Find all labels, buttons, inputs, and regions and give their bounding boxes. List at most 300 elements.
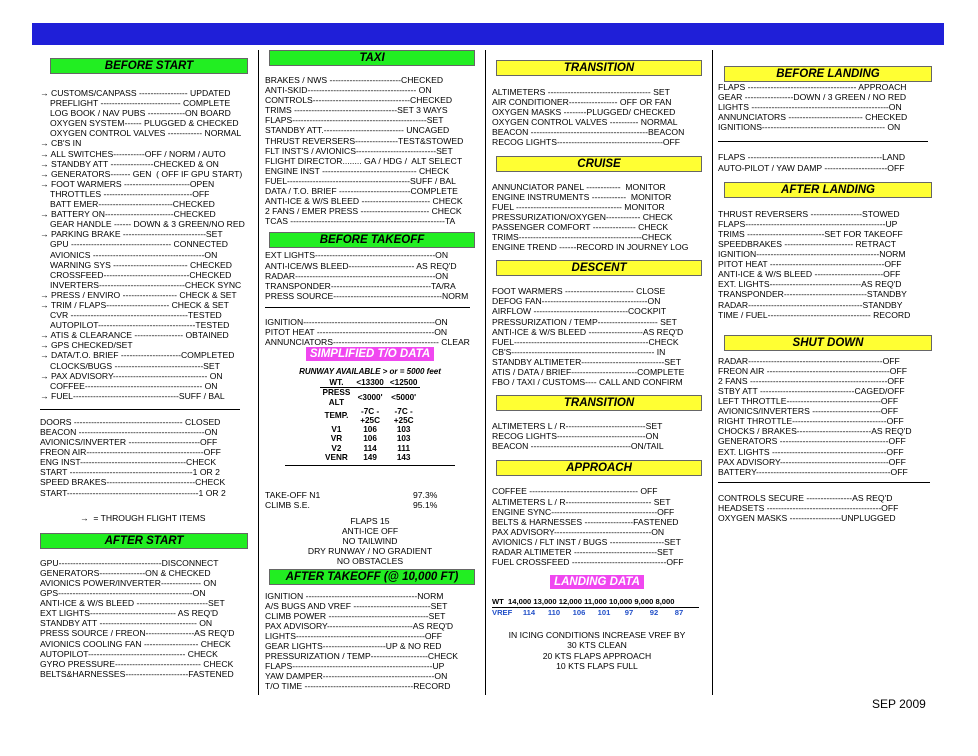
vref-value: 114 <box>522 608 536 618</box>
checklist-item: OXYGEN MASKS --------PLUGGED/ CHECKED <box>492 107 676 118</box>
checklist-item <box>40 118 248 128</box>
checklist-item <box>40 320 248 330</box>
checklist-item <box>40 330 248 340</box>
checklist-item: RADAR ALTIMETER -----------------------------SET <box>492 547 674 557</box>
checklist-item-text: TRIM / FLAPS---------------------- CHECK & SET <box>50 299 229 310</box>
after-takeoff-list <box>265 591 475 692</box>
checklist-item <box>40 361 248 371</box>
arrow-icon: → <box>40 229 51 240</box>
checklist-item: AVIONICS COOLING FAN ------------------- CHECK <box>40 638 231 649</box>
checklist-item <box>40 219 248 229</box>
checklist-item: IGNITIONS------------------------------------------- ON <box>718 122 901 133</box>
checklist-item: FLT INST'S / AVIONICS----------------------------SET <box>265 145 453 156</box>
checklist-item: RIGHT THROTTLE---------------------------------OFF <box>718 416 904 427</box>
checklist-item: GENERATORS --------------------------------------OFF <box>718 436 906 447</box>
checklist-item: PAX ADVISORY----------------------------------ON <box>492 526 665 537</box>
checklist-item: ANTI-ICE/WS BLEED----------------------- AS REQ'D <box>265 260 457 271</box>
checklist-item: FLIGHT DIRECTOR........ GA / HDG / ALT SELECT <box>265 155 463 166</box>
arrow-icon: → <box>40 299 51 310</box>
checklist-item: ANTI-ICE & W/S BLEED ------------------------ CHECK <box>265 196 463 207</box>
checklist-item: CONTROLS----------------------------------CHECKED <box>265 95 453 106</box>
checklist-item: ENGINE SYNC-------------------------------------OFF <box>492 506 675 517</box>
checklist-item: HEADSETS ----------------------------------------OFF <box>718 502 899 513</box>
checklist-item: DEFOG FAN-------------------------------------ON <box>492 296 661 307</box>
table-cell: 143 <box>396 452 411 462</box>
checklist-item: PRESSURIZATION / TEMP--------------------- SET <box>492 316 677 327</box>
approach-list <box>492 486 702 567</box>
table-header-cell: <12500 <box>387 378 421 388</box>
checklist-item: CLIMB POWER -----------------------------------SET <box>265 610 446 621</box>
checklist-item: T/O TIME --------------------------------------RECORD <box>265 681 451 692</box>
column-1 <box>40 58 248 679</box>
checklist-item: TRANSPONDER-----------------------------------TA/RA <box>265 280 456 291</box>
checklist-item: ENGINE INSTRUMENTS ------------ MONITOR <box>492 191 672 202</box>
before-landing-header: BEFORE LANDING <box>724 66 932 82</box>
checklist-item: TIME / FUEL------------------------------------ RECORD <box>718 309 911 320</box>
checklist-item: THRUST REVERSERS ------------------STOWED <box>718 208 900 219</box>
checklist-item <box>40 159 248 169</box>
arrow-icon: → <box>40 370 51 381</box>
section-divider <box>265 307 470 308</box>
checklist-item: BEACON -----------------------------------------BEACON <box>492 127 685 138</box>
checklist-item-text: OXYGEN SYSTEM------ PLUGGED & CHECKED <box>50 118 239 129</box>
checklist-item: THRUST REVERSERS---------------TEST&STOWED <box>265 135 464 146</box>
table-cell: 149 <box>363 452 377 462</box>
checklist-item: BELTS & HARNESSES -----------------FASTENED <box>492 516 679 527</box>
checklist-item: FREON AIR -------------------------------------------OFF <box>718 365 907 376</box>
section-divider <box>40 409 240 410</box>
checklist-item: ANNUNCIATOR PANEL ------------ MONITOR <box>492 181 666 192</box>
table-cell: 114 <box>363 443 377 453</box>
arrow-icon: → <box>40 138 51 149</box>
arrow-icon: → <box>40 289 51 300</box>
checklist-item: EXT. LIGHTS--------------------------------AS REQ'D <box>718 279 902 290</box>
shut-down-list <box>718 356 932 477</box>
checklist-item: START -------------------------------------------1 OR 2 <box>40 467 220 478</box>
checklist-item <box>40 250 248 260</box>
taxi-header: TAXI <box>269 50 475 66</box>
checklist-item: LIGHTS ------------------------------------------------ON <box>718 102 902 113</box>
condition-line: FLAPS 15 <box>350 516 390 527</box>
simplified-to-header: SIMPLIFIED T/O DATA <box>306 347 434 361</box>
descent-list <box>492 286 702 387</box>
checklist-item: BEACON --------------------------------------------ON <box>40 427 218 437</box>
checklist-item: GEAR -----------------DOWN / 3 GREEN / NO RED <box>718 92 907 103</box>
checklist-item: IGNITION ---------------------------------------NORM <box>265 590 444 601</box>
checklist-item: FLAPS-------------------------------------------------UP <box>265 661 445 672</box>
checklist-item: PRESS SOURCE / FREON-----------------AS REQ'D <box>40 628 235 639</box>
taxi-list <box>265 75 475 226</box>
checklist-item: COFFEE -------------------------------------- OFF <box>492 486 658 497</box>
checklist-item <box>40 340 248 350</box>
checklist-item: GPS-----------------------------------------------ON <box>40 588 206 599</box>
checklist-item: LEFT THROTTLE---------------------------------OFF <box>718 396 899 407</box>
checklist-item-text: PARKING BRAKE -----------------------------SET <box>50 229 223 240</box>
checklist-item-text: CROSSFEED------------------------------CHECKED <box>50 269 232 280</box>
landing-note: 20 KTS FLAPS APPROACH <box>542 650 652 661</box>
checklist-item: A/S BUGS AND VREF ---------------------------SET <box>265 600 448 611</box>
vref-value: 97 <box>624 608 634 618</box>
checklist-item: 2 FANS / EMER PRESS ------------------------ CHECK <box>265 206 462 217</box>
checklist-item-text: STANDBY ATT ---------------CHECKED & ON <box>50 158 219 169</box>
checklist-item: AVIONICS/INVERTERS ------------------------OFF <box>718 406 899 417</box>
arrow-icon: → <box>40 178 51 189</box>
table-cell: <5000' <box>391 393 417 403</box>
checklist-item: ANTI-ICE & W/S BLEED -------------------------SET <box>40 598 225 609</box>
table-cell: 103 <box>396 434 411 444</box>
checklist-item <box>40 179 248 189</box>
landing-note: IN ICING CONDITIONS INCREASE VREF BY <box>508 630 686 641</box>
table-row <box>320 407 421 425</box>
checklist-item: OXYGEN MASKS ------------------UNPLUGGED <box>718 513 896 523</box>
checklist-item: YAW DAMPER---------------------------------------ON <box>265 671 448 682</box>
table-header-cell: WT. <box>320 378 354 388</box>
checklist-item: 2 FANS ------------------------------------------------OFF <box>718 375 905 386</box>
checklist-item <box>40 138 248 148</box>
arrow-icon: → <box>40 350 51 361</box>
checklist-item <box>40 270 248 280</box>
wt-label: WT <box>492 597 504 607</box>
column-3 <box>492 60 702 671</box>
checklist-item: ENGINE INST --------------------------------- CHECK <box>265 165 450 176</box>
takeoff-conditions <box>265 516 475 566</box>
landing-weight-row <box>492 597 702 607</box>
table-header-cell: <13300 <box>353 378 387 388</box>
checklist-item: PITOT HEAT -----------------------------------------ON <box>265 326 448 337</box>
before-landing-list <box>718 82 932 132</box>
condition-line: NO OBSTACLES <box>336 556 404 567</box>
table-cell: V1 <box>331 425 342 435</box>
checklist-item: RADAR----------------------------------------STANDBY <box>718 299 903 310</box>
checklist-item-text: ALL SWITCHES-----------OFF / NORM / AUTO <box>50 148 226 159</box>
table-cell: V2 <box>331 443 342 453</box>
weight-value: 14,000 <box>508 597 534 607</box>
checklist-item-text: WARNING SYS -------------------------- CHECKED <box>50 259 233 270</box>
table-cell: VR <box>330 434 343 444</box>
table-cell: <3000' <box>357 393 383 403</box>
checklist-item <box>40 310 248 320</box>
checklist-item: OXYGEN CONTROL VALVES ---------- NORMAL <box>492 117 678 128</box>
n1-value: 97.3% <box>413 490 438 501</box>
checklist-item <box>40 300 248 310</box>
table-cell: TEMP. <box>324 411 349 421</box>
checklist-item-text: ATIS & CLEARANCE ----------------- OBTAINED <box>50 330 229 341</box>
section-divider <box>718 141 928 142</box>
table-row <box>320 388 421 407</box>
checklist-item <box>40 128 248 138</box>
checklist-item: BRAKES / NWS -------------------------CHECKED <box>265 75 444 85</box>
checklist-item: AVIONICS/INVERTER -------------------------OFF <box>40 437 218 448</box>
checklist-item: FLAPS -------------------------------------- APPROACH <box>718 82 907 92</box>
shut-down-list-2 <box>718 493 932 523</box>
checklist-item: STBY ATT ---------------------------------CAGED/OFF <box>718 385 905 396</box>
checklist-item: PRESS SOURCE--------------------------------------NORM <box>265 290 469 301</box>
checklist-item: START----------------------------------------------1 OR 2 <box>40 487 226 498</box>
checklist-item-text: GPS CHECKED/SET <box>50 340 133 351</box>
checklist-item <box>40 108 248 118</box>
weight-value: 11,000 <box>584 597 609 607</box>
before-takeoff-list-2 <box>265 317 475 347</box>
approach-header: APPROACH <box>496 460 702 476</box>
after-start-header: AFTER START <box>40 533 248 549</box>
checklist-item-text: OXYGEN CONTROL VALVES ------------ NORMAL <box>50 128 242 139</box>
transition-header: TRANSITION <box>496 60 702 76</box>
checklist-item: ANTI-ICE & W/S BLEED -------------------AS REQ'D <box>492 326 684 337</box>
before-start-list <box>40 88 248 401</box>
checklist-item: PRESSURIZATION / TEMP--------------------CHECK <box>265 651 459 662</box>
checklist-item: ENGINE TREND ------RECORD IN JOURNEY LOG <box>492 242 689 253</box>
checklist-item <box>40 149 248 159</box>
checklist-item-text: AUTOPILOT----------------------------------TESTED <box>50 320 230 331</box>
checklist-item-text: CLOCKS/BUGS -------------------------------SET <box>50 360 220 371</box>
arrow-icon: → <box>40 158 51 169</box>
climb-value: 95.1% <box>413 500 438 511</box>
weight-value: 9,000 <box>634 597 656 607</box>
checklist-item: PRESSURIZATION/OXYGEN------------ CHECK <box>492 211 673 222</box>
checklist-item: ANTI-ICE & W/S BLEED ------------------------OFF <box>718 269 901 280</box>
checklist-item-text: CUSTOMS/CANPASS ----------------- UPDATED <box>50 88 231 98</box>
checklist-item: STANDBY ATT ---------------------------------- ON <box>40 618 213 629</box>
checklist-item: STANDBY ALTIMETER-----------------------------SET <box>492 356 682 367</box>
arrow-icon: → <box>40 168 51 179</box>
checklist-item: SPEED BRAKES-------------------------------CHECK <box>40 477 226 488</box>
checklist-item: STANDBY ATT.---------------------------- UNCAGED <box>265 125 450 136</box>
checklist-item-text: GENERATORS------- GEN ( OFF IF GPU START) <box>50 168 243 179</box>
checklist-item <box>40 239 248 249</box>
checklist-item: SPEEDBRAKES ------------------------ RETRACT <box>718 238 897 249</box>
checklist-item: PAX ADVISORY------------------------------AS REQ'D <box>265 620 454 631</box>
checklist-item-text: FOOT WARMERS -----------------------OPEN <box>50 178 215 189</box>
checklist-item: RECOG LIGHTS-------------------------------------OFF <box>492 137 681 148</box>
checklist-item-text: INVERTERS------------------------------CHECK SYNC <box>50 279 242 290</box>
transition-2-list <box>492 421 702 451</box>
checklist-item: RECOG LIGHTS-------------------------------ON <box>492 431 659 442</box>
checklist-item-text: LOG BOOK / NAV PUBS -------------ON BOARD <box>50 108 231 119</box>
checklist-item <box>40 98 248 108</box>
checklist-item: FREON AIR-----------------------------------------OFF <box>40 447 221 458</box>
weight-value: 13,000 <box>533 597 559 607</box>
checklist-item: AVIONICS / FLT INST / BUGS -------------------SET <box>492 536 681 547</box>
arrow-icon: → <box>40 340 51 351</box>
condition-line: DRY RUNWAY / NO GRADIENT <box>307 546 433 557</box>
before-start-header: BEFORE START <box>50 58 248 74</box>
checklist-item: TRIMS-------------------------------------------CHECK <box>492 232 672 243</box>
checklist-item-text: PREFLIGHT ---------------------------- COMPLETE <box>50 98 231 109</box>
condition-line: NO TAILWIND <box>342 536 398 547</box>
checklist-item <box>40 290 248 300</box>
checklist-item: ALTIMETERS L / R----------------------------SET <box>492 421 663 432</box>
before-takeoff-header: BEFORE TAKEOFF <box>269 232 475 248</box>
section-divider <box>718 482 930 483</box>
checklist-item: CONTROLS SECURE ----------------AS REQ'D <box>718 492 893 503</box>
checklist-item <box>40 280 248 290</box>
checklist-item: IGNITION----------------------------------------------ON <box>265 316 448 327</box>
checklist-item: RADAR-----------------------------------------------OFF <box>718 355 900 366</box>
checklist-item: EXT. LIGHTS ----------------------------------------OFF <box>718 446 904 457</box>
checklist-item-text: GPU ----------------------------------- CONNECTED <box>50 239 228 250</box>
checklist-item <box>40 209 248 219</box>
checklist-item <box>40 169 248 179</box>
checklist-item <box>40 371 248 381</box>
checklist-item: ALTIMETERS L / R------------------------------ SET <box>492 496 671 507</box>
weight-value: 10,000 <box>609 597 635 607</box>
checklist-item-text: BATT EMER--------------------------CHECKED <box>50 199 215 210</box>
column-divider <box>712 50 713 695</box>
checklist-item: LIGHTS---------------------------------------------OFF <box>265 630 443 641</box>
table-row <box>320 444 421 453</box>
revision-date: SEP 2009 <box>872 697 926 711</box>
descent-header: DESCENT <box>496 260 702 276</box>
checklist-item-text: PRESS / ENVIRO ------------------- CHECK & SET <box>50 289 237 300</box>
checklist-item: FOOT WARMERS ------------------------ CLOSE <box>492 286 666 297</box>
checklist-item: BATTERY-----------------------------------------------OFF <box>718 466 908 477</box>
checklist-item: FUEL-------------------------------------------SUFF / BAL <box>265 175 456 186</box>
column-divider <box>485 50 486 695</box>
column-4 <box>718 66 932 523</box>
checklist-item-text: FUEL-------------------------------------SUFF / BAL <box>50 390 225 401</box>
checklist-item: ANNUNCIATORS -------------------------- CHECKED <box>718 112 908 123</box>
checklist-item: BELTS&HARNESSES----------------------FASTENED <box>40 668 234 679</box>
table-row <box>320 425 421 434</box>
arrow-icon: → <box>40 390 51 401</box>
checklist-item: GENERATORS----------------ON & CHECKED <box>40 567 211 578</box>
checklist-item-text: AVIONICS ---------------------------------------ON <box>50 249 218 260</box>
landing-data-header: LANDING DATA <box>550 575 644 589</box>
checklist-item: FUEL-----------------------------------------------CHECK <box>492 336 679 347</box>
table-cell: VENR <box>325 452 348 462</box>
checklist-item: FLAPS-------------------------------------------------UP <box>718 218 898 229</box>
checklist-item: ATIS / DATA / BRIEF-----------------------COMPLETE <box>492 366 685 377</box>
checklist-item-text: CB'S IN <box>50 138 82 149</box>
table-cell: PRESS ALT <box>322 388 351 407</box>
checklist-item: PASSENGER COMFORT --------------- CHECK <box>492 221 669 232</box>
checklist-item: DOORS -------------------------------------- CLOSED <box>40 416 221 427</box>
takeoff-data-table <box>320 378 421 462</box>
checklist-item-text: COFFEE----------------------------------------- ON <box>50 380 218 391</box>
transition-list <box>492 87 702 148</box>
after-start-list <box>40 558 248 679</box>
before-takeoff-list <box>265 250 475 300</box>
checklist-item: GEAR LIGHTS----------------------UP & NO RED <box>265 641 442 652</box>
vref-value: 92 <box>649 608 659 618</box>
checklist-item: AVIONICS POWER/INVERTER-------------- ON <box>40 577 217 588</box>
column-2 <box>265 50 475 691</box>
checklist-item-text: THROTTLES -------------------------------OFF <box>50 188 210 199</box>
checklist-item <box>40 199 248 209</box>
checklist-item <box>40 88 248 98</box>
table-cell: 106 <box>363 434 377 444</box>
checklist-item: EXT LIGHTS------------------------------ AS REQ'D <box>40 608 219 619</box>
vref-value: 106 <box>572 608 586 618</box>
checklist-item <box>40 260 248 270</box>
checklist-item: GYRO PRESSURE------------------------------ CHECK <box>40 658 234 669</box>
weight-value: 12,000 <box>558 597 585 607</box>
checklist-item: BEACON -----------------------------------ON/TAIL <box>492 441 664 452</box>
checklist-item: CHOCKS / BRAKES--------------------------AS REQ'D <box>718 426 912 437</box>
vref-row <box>492 607 699 618</box>
checklist-item <box>40 189 248 199</box>
checklist-item: AUTOPILOT---------------------------------- CHECK <box>40 648 218 659</box>
arrow-icon: → <box>40 330 51 341</box>
checklist-item: AIR CONDITIONER----------------- OFF OR FAN <box>492 97 672 108</box>
weight-value: 8,000 <box>655 597 675 607</box>
header-bar <box>32 23 944 45</box>
landing-note: 10 KTS FLAPS FULL <box>556 660 638 671</box>
vref-value: 87 <box>674 608 684 618</box>
checklist-item: ALTIMETERS ------------------------------------ SET <box>492 87 670 97</box>
checklist-item: TCAS ------------------------------------------------------TA <box>265 216 456 227</box>
checklist-item: PAX ADVISORY--------------------------------------OFF <box>718 456 906 467</box>
checklist-item: TRIMS ------------------------------------SET 3 WAYS <box>265 105 448 116</box>
cruise-list <box>492 182 702 253</box>
checklist-item: FLAPS-----------------------------------------------SET <box>265 115 444 126</box>
checklist-item: ANNUNCIATORS------------------------------------- CLEAR <box>265 337 470 348</box>
vref-value: 110 <box>547 608 561 618</box>
arrow-icon: → <box>40 209 51 220</box>
checklist-item: TRIMS ---------------------------SET FOR TAKEOFF <box>718 228 903 239</box>
checklist-item: GPU------------------------------------DISCONNECT <box>40 557 219 568</box>
checklist-item: FBO / TAXI / CUSTOMS---- CALL AND CONFIRM <box>492 377 683 388</box>
table-cell: -7C - +25C <box>393 406 414 426</box>
checklist-item-text: DATA/T.O. BRIEF ---------------------COMPLETED <box>50 350 235 361</box>
transition-2-header: TRANSITION <box>496 395 702 411</box>
table-cell: 106 <box>363 425 377 435</box>
checklist-item-text: CVR -----------------------------------------TESTED <box>50 310 222 321</box>
checklist-item: ANTI-SKID-------------------------------------- ON <box>265 85 432 96</box>
checklist-item-text: GEAR HANDLE ------ DOWN & 3 GREEN/NO RED <box>50 219 245 230</box>
checklist-item-text: PAX ADVISORY--------------------------------- ON <box>50 370 223 381</box>
checklist-item: CB'S-------------------------------------------------- IN <box>492 346 666 357</box>
vref-label: VREF <box>492 608 513 618</box>
table-cell: 103 <box>396 425 411 435</box>
checklist-item: IGNITION-------------------------------------------NORM <box>718 249 906 260</box>
checklist-item: FUEL CROSSFEED ---------------------------------OFF <box>492 557 684 568</box>
checklist-item: ENG INST-------------------------------------CHECK <box>40 457 217 468</box>
shut-down-header: SHUT DOWN <box>724 335 932 351</box>
table-cell: 111 <box>397 443 411 453</box>
climb-label: CLIMB S.E. <box>265 500 310 511</box>
checklist-item: PITOT HEAT ----------------------------------------OFF <box>718 259 902 270</box>
checklist-item <box>40 381 248 391</box>
arrow-icon: → <box>80 512 94 523</box>
cruise-header: CRUISE <box>496 156 702 172</box>
checklist-item: EXT LIGHTS------------------------------------------ON <box>265 250 449 261</box>
checklist-item: AUTO-PILOT / YAW DAMP ----------------------OFF <box>718 162 905 173</box>
checklist-item <box>40 350 248 360</box>
landing-notes <box>492 630 702 670</box>
checklist-item-text: BATTERY ON------------------------CHECKED <box>50 209 216 220</box>
after-landing-header: AFTER LANDING <box>724 182 932 198</box>
condition-line: ANTI-ICE OFF <box>341 526 399 537</box>
checklist-item: FLAPS -----------------------------------------------LAND <box>718 152 906 163</box>
checklist-item: DATA / T.O. BRIEF -------------------------COMPLETE <box>265 186 458 197</box>
column-divider <box>258 50 259 695</box>
before-start-list-2 <box>40 417 248 498</box>
checklist-item: AIRFLOW ---------------------------------COCKPIT <box>492 306 667 317</box>
legend-text: = THROUGH FLIGHT ITEMS <box>93 512 206 523</box>
arrow-icon: → <box>40 88 51 98</box>
runway-note: RUNWAY AVAILABLE > or = 5000 feet <box>299 367 441 377</box>
legend <box>80 513 248 523</box>
arrow-icon: → <box>40 148 51 159</box>
table-cell: -7C - +25C <box>360 406 380 426</box>
after-landing-list <box>718 209 932 320</box>
checklist-item: FUEL ------------------------------------- MONITOR <box>492 201 665 212</box>
table-row <box>320 453 421 462</box>
landing-note: 30 KTS CLEAN <box>567 640 627 651</box>
checklist-item: RADAR-------------------------------------------------ON <box>265 270 449 281</box>
checklist-item <box>40 229 248 239</box>
